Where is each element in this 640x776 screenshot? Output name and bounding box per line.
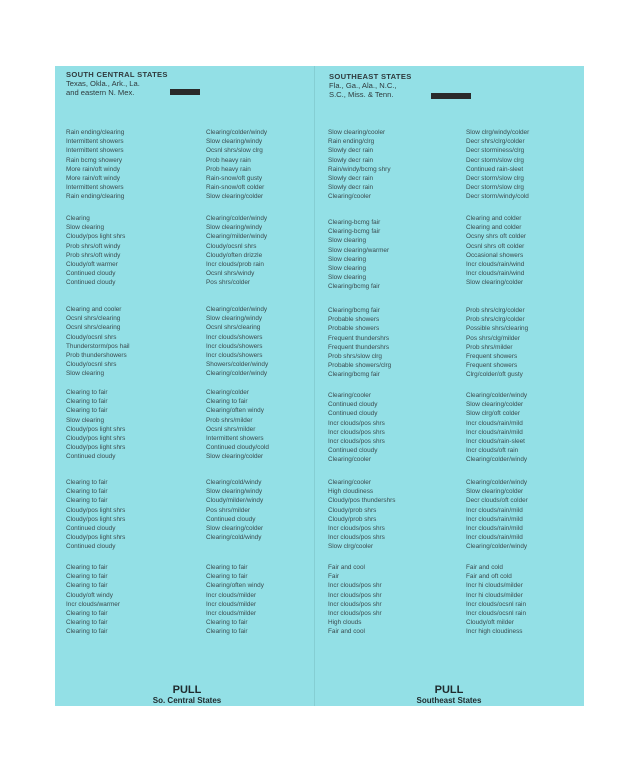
right-region-header <box>329 72 412 99</box>
forecast-entry: Slow clearing <box>66 224 105 232</box>
forecast-entry: Cloudy/pos light shrs <box>66 425 126 433</box>
forecast-entry: Rain ending/clearing <box>66 129 125 136</box>
forecast-entry: Prob thundershowers <box>66 352 127 360</box>
forecast-entry: Incr hi clouds/milder <box>466 591 523 599</box>
forecast-entry: Incr clouds/pos shrs <box>328 525 385 533</box>
forecast-entry: Incr clouds/pos shrs <box>328 438 385 446</box>
forecast-entry: Slow clearing/colder <box>466 401 524 409</box>
forecast-entry: Clearing/bcmg fair <box>328 307 380 314</box>
forecast-entry: Continued cloudy <box>328 410 378 418</box>
forecast-entry: Clearing/colder/windy <box>466 392 528 399</box>
forecast-entry: Clearing/bcmg fair <box>328 283 380 291</box>
forecast-entry: Slow clearing/colder <box>206 193 264 201</box>
forecast-entry: Incr clouds/showers <box>206 342 263 350</box>
forecast-entry: Slow clearing <box>328 274 367 282</box>
forecast-entry: Clearing to fair <box>66 573 108 581</box>
left-region-header <box>66 70 168 97</box>
forecast-entry: Slow clearing/colder <box>466 488 524 496</box>
forecast-entry: Cloudy/prob shrs <box>328 515 377 523</box>
forecast-entry: Clearing to fair <box>66 398 108 406</box>
forecast-entry: Incr clouds/ocsnl rain <box>466 600 527 608</box>
forecast-entry: Clearing/bcmg fair <box>328 371 380 379</box>
forecast-entry: Clearing and colder <box>466 215 522 222</box>
forecast-group <box>328 478 456 552</box>
forecast-entry: Slow clearing/colder <box>206 525 264 533</box>
forecast-entry: Incr clouds/rain-sleet <box>466 438 525 446</box>
forecast-group <box>66 478 194 552</box>
forecast-entry: Rain/windy/bcmg shry <box>328 165 391 173</box>
forecast-entry: Clearing/cooler <box>328 392 371 399</box>
forecast-entry: Cloudy/pos light shrs <box>66 515 126 523</box>
forecast-entry: Cloudy/prob shrs <box>328 506 377 514</box>
forecast-entry: Clearing to fair <box>66 479 108 486</box>
forecast-entry: Clearing to fair <box>66 619 108 627</box>
right-region-line1: Fla., Ga., Ala., N.C., <box>329 81 397 90</box>
forecast-entry: Incr high cloudiness <box>466 628 523 636</box>
forecast-entry: Clearing-bcmg fair <box>328 228 381 236</box>
forecast-entry: Fair and cold <box>466 564 503 571</box>
forecast-entry: Frequent showers <box>466 362 518 370</box>
forecast-entry: Incr clouds/prob rain <box>206 261 264 269</box>
forecast-entry: Clearing/cooler <box>328 193 371 201</box>
forecast-entry: Rain-snow/oft colder <box>206 184 265 192</box>
forecast-entry: Prob shrs/oft windy <box>66 242 121 250</box>
forecast-entry: Continued cloudy <box>66 453 116 461</box>
forecast-entry: Slowly decr rain <box>328 156 374 164</box>
forecast-entry: Showers/colder/windy <box>206 361 269 369</box>
forecast-group <box>328 563 456 637</box>
left-pull-label: PULL <box>172 684 202 696</box>
forecast-entry: Clearing/colder/windy <box>206 306 268 313</box>
forecast-entry: Cloudy/pos light shrs <box>66 233 126 241</box>
forecast-entry: Clearing/colder/windy <box>466 456 528 464</box>
forecast-entry: Ocsnl shrs oft colder <box>466 242 525 250</box>
forecast-entry: Prob shrs/oft windy <box>66 251 121 259</box>
left-pull-tab[interactable] <box>107 684 267 705</box>
forecast-entry: Incr clouds/pos shr <box>328 600 382 608</box>
forecast-group <box>328 391 456 465</box>
forecast-entry: Slow clearing <box>66 416 105 424</box>
forecast-entry: Continued cloudy <box>66 525 116 533</box>
forecast-entry: Incr clouds/rain/mild <box>466 506 523 514</box>
forecast-entry: Clearing/often windy <box>206 407 264 415</box>
forecast-entry: Incr clouds/rain/mild <box>466 525 523 533</box>
forecast-entry: Cloudy/pos thundershrs <box>328 497 396 505</box>
forecast-entry: Clearing to fair <box>206 628 248 636</box>
forecast-entry: Cloudy/pos light shrs <box>66 534 126 542</box>
forecast-entry: Prob shrs/milder <box>466 343 513 351</box>
right-pull-label: PULL <box>434 684 464 696</box>
forecast-group <box>206 214 334 288</box>
forecast-entry: Slow clearing/warmer <box>328 246 390 254</box>
forecast-entry: Slow clearing <box>328 255 367 263</box>
forecast-entry: Ocsnl shrs/slow clrg <box>206 147 263 155</box>
forecast-entry: Slow clearing/windy <box>206 138 263 146</box>
forecast-entry: Clearing to fair <box>206 619 248 627</box>
forecast-entry: Prob shrs/clrg/colder <box>466 316 525 324</box>
forecast-entry: Fair <box>328 573 340 581</box>
forecast-entry: Prob shrs/clrg/colder <box>466 307 525 314</box>
forecast-entry: Continued rain-sleet <box>466 165 524 173</box>
forecast-entry: Clearing-bcmg fair <box>328 219 381 226</box>
forecast-entry: Slow clearing/colder <box>206 453 264 461</box>
forecast-entry: Cloudy/ocsnl shrs <box>206 242 257 250</box>
left-region-line2: and eastern N. Mex. <box>66 88 135 97</box>
right-marker-bar <box>431 93 471 99</box>
left-marker-bar <box>170 89 200 95</box>
forecast-entry: Clrg/colder/oft gusty <box>466 371 523 379</box>
forecast-entry: Pos shrs/milder <box>206 506 251 514</box>
forecast-entry: Ocsnl shrs/windy <box>206 270 255 278</box>
forecast-entry: Pos shrs/colder <box>206 279 251 287</box>
forecast-entry: Pos shrs/clg/milder <box>466 334 520 342</box>
forecast-entry: Incr clouds/milder <box>206 600 257 608</box>
forecast-entry: Incr clouds/rain/wind <box>466 270 525 278</box>
forecast-group <box>466 391 584 465</box>
right-pull-tab[interactable] <box>369 684 529 705</box>
forecast-entry: Rain bcmg showery <box>66 156 123 164</box>
forecast-group <box>66 305 194 379</box>
forecast-entry: Cloudy/oft warmer <box>66 261 118 269</box>
forecast-entry: Clearing to fair <box>66 564 108 571</box>
forecast-entry: Clearing/colder/windy <box>466 543 528 551</box>
forecast-entry: Incr clouds/milder <box>206 591 257 599</box>
forecast-entry: Continued cloudy <box>206 515 256 523</box>
forecast-entry: Slow clearing <box>66 370 105 378</box>
left-region-line1: Texas, Okla., Ark., La. <box>66 79 140 88</box>
forecast-group <box>328 128 456 202</box>
forecast-entry: Prob shrs/milder <box>206 416 253 424</box>
forecast-entry: Prob heavy rain <box>206 165 251 173</box>
forecast-entry: Probable showers <box>328 316 380 324</box>
forecast-entry: Ocsnl shrs/clearing <box>206 324 261 332</box>
forecast-entry: Cloudy/pos light shrs <box>66 435 126 443</box>
forecast-entry: Clearing/often windy <box>206 582 264 590</box>
forecast-entry: Decr storm/slow clrg <box>466 184 524 192</box>
forecast-entry: Incr clouds/pos shr <box>328 591 382 599</box>
forecast-entry: Slow clearing <box>328 237 367 245</box>
forecast-entry: Cloudy/often drizzle <box>206 251 263 259</box>
forecast-entry: Clearing/colder/windy <box>466 479 528 486</box>
forecast-entry: Slow clearing/windy <box>206 315 263 323</box>
forecast-entry: Intermittent showers <box>66 138 124 146</box>
forecast-entry: Clearing and cooler <box>66 306 122 313</box>
forecast-group <box>206 388 334 462</box>
forecast-entry: Thunderstorm/pos hail <box>66 342 130 350</box>
forecast-entry: Fair and oft cold <box>466 573 512 581</box>
forecast-entry: Rain ending/clrg <box>328 138 375 146</box>
forecast-entry: Continued cloudy/cold <box>206 444 269 452</box>
forecast-entry: Clearing/colder/windy <box>206 370 268 378</box>
forecast-group <box>466 214 584 288</box>
right-pull-sub: Southeast States <box>416 696 482 705</box>
forecast-entry: Slow clearing/windy <box>206 224 263 232</box>
forecast-entry: Frequent showers <box>466 353 518 361</box>
forecast-entry: Slow clearing/colder <box>466 279 524 287</box>
forecast-group <box>328 306 456 380</box>
forecast-entry: Clearing/cooler <box>328 479 371 486</box>
forecast-entry: Clearing to fair <box>66 628 108 636</box>
forecast-entry: More rain/oft windy <box>66 175 120 183</box>
forecast-entry: Slow clrg/windy/colder <box>466 129 530 136</box>
forecast-card <box>55 66 584 706</box>
forecast-entry: Clearing to fair <box>66 582 108 590</box>
forecast-entry: Continued cloudy <box>328 401 378 409</box>
forecast-entry: Cloudy/pos light shrs <box>66 444 126 452</box>
forecast-entry: Intermittent showers <box>66 147 124 155</box>
forecast-entry: Probable showers <box>328 325 380 333</box>
forecast-entry: Clearing/cooler <box>328 456 371 464</box>
forecast-entry: Continued cloudy <box>66 279 116 287</box>
forecast-entry: Cloudy/milder/windy <box>206 497 264 505</box>
forecast-group <box>466 478 584 552</box>
forecast-entry: Frequent thundershrs <box>328 334 390 342</box>
forecast-group <box>206 305 334 379</box>
forecast-entry: Ocsny shrs oft colder <box>466 233 527 241</box>
forecast-entry: Incr hi clouds/milder <box>466 582 523 590</box>
forecast-entry: Rain-snow/oft gusty <box>206 175 263 183</box>
forecast-entry: Clearing to fair <box>66 497 108 505</box>
forecast-group <box>466 128 584 202</box>
forecast-entry: Clearing to fair <box>66 610 108 618</box>
forecast-entry: Slow clearing/cooler <box>328 129 386 136</box>
forecast-entry: Fair and cool <box>328 564 365 571</box>
forecast-entry: Clearing to fair <box>206 573 248 581</box>
forecast-entry: Fair and cool <box>328 628 365 636</box>
forecast-entry: Incr clouds/showers <box>206 352 263 360</box>
forecast-entry: Frequent thundershrs <box>328 343 390 351</box>
forecast-entry: Decr clouds/oft colder <box>466 497 528 505</box>
forecast-entry: Continued cloudy <box>66 270 116 278</box>
forecast-entry: Occasional showers <box>466 251 524 259</box>
forecast-entry: Ocsnl shrs/clearing <box>66 324 121 332</box>
right-region-title: SOUTHEAST STATES <box>329 72 412 81</box>
right-region-line2: S.C., Miss. & Tenn. <box>329 90 394 99</box>
forecast-entry: Slow clrg/cooler <box>328 543 374 551</box>
forecast-group <box>66 128 194 202</box>
forecast-entry: Clearing/milder/windy <box>206 233 268 241</box>
forecast-entry: Decr storminess/clrg <box>466 147 525 155</box>
forecast-entry: Incr clouds/milder <box>206 610 257 618</box>
forecast-entry: Incr clouds/pos shrs <box>328 428 385 436</box>
forecast-entry: Clearing <box>66 215 90 222</box>
forecast-entry: Clearing to fair <box>206 564 248 571</box>
forecast-entry: Slowly decr rain <box>328 147 374 155</box>
forecast-group <box>66 563 194 637</box>
forecast-entry: Incr clouds/pos shrs <box>328 534 385 542</box>
forecast-entry: Slowly decr rain <box>328 184 374 192</box>
forecast-entry: Clearing/colder/windy <box>206 129 268 136</box>
forecast-entry: Probable showers/clrg <box>328 362 392 370</box>
forecast-entry: Clearing/cold/windy <box>206 479 262 486</box>
forecast-entry: Clearing to fair <box>206 398 248 406</box>
forecast-entry: Clearing/cold/windy <box>206 534 262 542</box>
forecast-entry: Incr clouds/warmer <box>66 600 120 608</box>
left-pull-sub: So. Central States <box>152 696 222 705</box>
forecast-entry: Cloudy/oft milder <box>466 619 514 627</box>
forecast-entry: Clearing to fair <box>66 389 108 396</box>
forecast-entry: Prob heavy rain <box>206 156 251 164</box>
forecast-group <box>328 218 456 292</box>
forecast-entry: Incr clouds/ocsnl rain <box>466 610 527 618</box>
forecast-entry: High clouds <box>328 619 362 627</box>
forecast-entry: Slowly decr rain <box>328 175 374 183</box>
forecast-entry: Clearing/colder <box>206 389 249 396</box>
forecast-entry: Incr clouds/rain/mild <box>466 515 523 523</box>
left-region-title: SOUTH CENTRAL STATES <box>66 70 168 79</box>
forecast-entry: Prob shrs/slow clrg <box>328 353 382 361</box>
forecast-entry: Incr clouds/oft rain <box>466 447 519 455</box>
forecast-entry: Intermittent showers <box>206 435 264 443</box>
forecast-entry: Incr clouds/rain/mild <box>466 428 523 436</box>
forecast-entry: Incr clouds/rain/wind <box>466 261 525 269</box>
forecast-group <box>206 563 334 637</box>
forecast-group <box>466 563 584 637</box>
forecast-entry: Clearing to fair <box>66 407 108 415</box>
forecast-entry: Cloudy/ocsnl shrs <box>66 361 117 369</box>
forecast-group <box>206 478 334 542</box>
forecast-entry: Possible shrs/clearing <box>466 325 529 333</box>
forecast-group <box>206 128 334 202</box>
forecast-entry: Incr clouds/rain/mild <box>466 534 523 542</box>
forecast-entry: Ocsnl shrs/milder <box>206 425 256 433</box>
forecast-entry: Cloudy/pos light shrs <box>66 506 126 514</box>
forecast-entry: Slow clearing <box>328 265 367 273</box>
forecast-entry: Decr storm/slow clrg <box>466 156 524 164</box>
forecast-entry: Slow clearing/windy <box>206 488 263 496</box>
forecast-entry: Clearing/colder/windy <box>206 215 268 222</box>
forecast-entry: Incr clouds/pos shr <box>328 610 382 618</box>
forecast-entry: Continued cloudy <box>66 543 116 551</box>
forecast-entry: Decr storm/slow clrg <box>466 175 524 183</box>
forecast-entry: Incr clouds/pos shrs <box>328 419 385 427</box>
forecast-group <box>466 306 584 380</box>
forecast-entry: Clearing to fair <box>66 488 108 496</box>
forecast-entry: High cloudiness <box>328 488 374 496</box>
forecast-entry: Incr clouds/pos shr <box>328 582 382 590</box>
forecast-group <box>66 388 194 462</box>
forecast-entry: Incr clouds/showers <box>206 333 263 341</box>
forecast-entry: Incr clouds/rain/mild <box>466 419 523 427</box>
forecast-entry: Slow clrg/oft colder <box>466 410 520 418</box>
forecast-entry: Continued cloudy <box>328 447 378 455</box>
forecast-entry: More rain/oft windy <box>66 165 120 173</box>
forecast-group <box>66 214 194 288</box>
forecast-entry: Clearing and colder <box>466 224 522 232</box>
forecast-entry: Decr shrs/clrg/colder <box>466 138 525 146</box>
forecast-entry: Cloudy/oft windy <box>66 591 113 599</box>
forecast-entry: Decr storm/windy/cold <box>466 193 529 201</box>
forecast-entry: Rain ending/clearing <box>66 193 125 201</box>
forecast-entry: Intermittent showers <box>66 184 124 192</box>
forecast-entry: Ocsnl shrs/clearing <box>66 315 121 323</box>
forecast-entry: Cloudy/ocsnl shrs <box>66 333 117 341</box>
